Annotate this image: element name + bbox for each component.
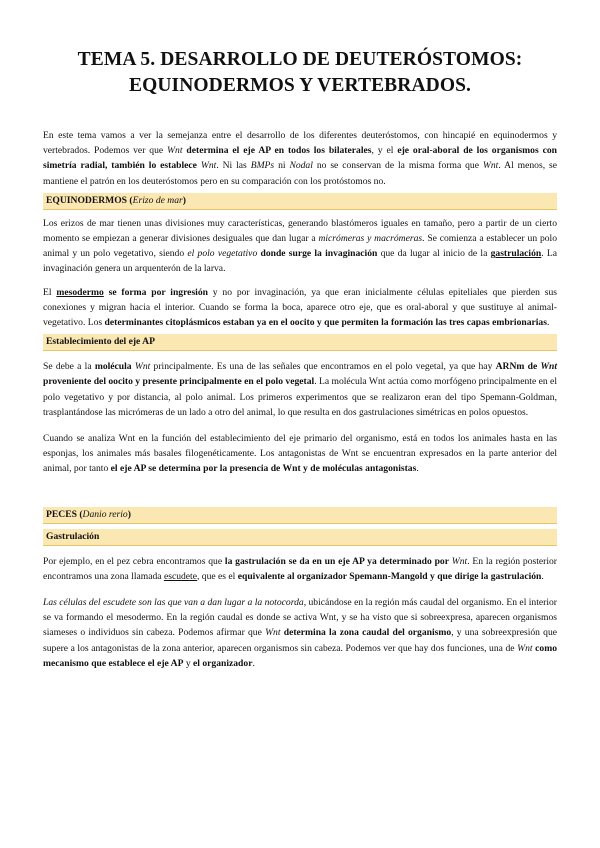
section-header-equinodermos: EQUINODERMOS (Erizo de mar) [43, 193, 557, 210]
subsection-header-eje-ap: Establecimiento del eje AP [43, 334, 557, 351]
page-title-line-2: EQUINODERMOS Y VERTEBRADOS. [128, 75, 472, 96]
page-title [43, 0, 557, 99]
intro-paragraph: En este tema vamos a ver la semejanza entre el desarrollo de los diferentes deuteróstomos, con hincapié en equinodermos y vertebrados. Podemos ver que Wnt determina el eje AP en todos los bilaterales, y el eje oral-aboral de los organismos con simetría radial, también lo establece Wnt. Ni las BMPs ni Nodal no se conservan de la misma forma que Wnt. Al menos, se mantiene el patrón en los deuteróstomos pero en su comparación con los protóstomos no. [43, 130, 557, 187]
gastrulacion-paragraph-1: Por ejemplo, en el pez cebra encontramos que la gastrulación se da en un eje AP ya determinado por Wnt. En la región posterior encontramos una zona llamada escudete, que es el equivalente al organizador Spemann-Mangold y que dirige la gastrulación. [43, 555, 557, 582]
equinodermos-paragraph-1: Los erizos de mar tienen unas divisiones muy características, generando blastómeros iguales en tamaño, pero a partir de un cierto momento se empiezan a generar divisiones desiguales que dan lugar a micrómeras y macrómeras. Se comienza a establecer un polo animal y un polo vegetativo, siendo el polo vegetativo donde surge la invaginación que da lugar al inicio de la gastrulación. La invaginación genera un arquenterón de la larva. [43, 217, 557, 275]
eje-ap-paragraph-2: Cuando se analiza Wnt en la función del establecimiento del eje primario del organismo, está en todos los animales hasta en las esponjas, los animales más basales filogenéticamente. Los antagonistas de Wnt se encuentran expresados en la parte anterior del animal, por tanto el eje AP se determina por la presencia de Wnt y de moléculas antagonistas. [43, 433, 557, 475]
equinodermos-paragraph-2: El mesodermo se forma por ingresión y no por invaginación, ya que eran inicialmente células epiteliales que pierden sus conexiones y migran hacia el interior. Cuando se forma la boca, aparece otro eje, que es oral-aboral y que sustituye al animal-vegetativo. Los determinantes citoplásmicos estaban ya en el oocito y que permiten la formación las tres capas embrionarias. [43, 286, 557, 329]
section-header-peces: PECES (Danio rerio) [43, 507, 557, 524]
eje-ap-paragraph-1: Se debe a la molécula Wnt principalmente. Es una de las señales que encontramos en el polo vegetal, ya que hay ARNm de Wnt proveniente del oocito y presente principalmente en el polo vegetal. La molécula Wnt actúa como morfógeno principalmente en el polo vegetativo y por distancia, al polo animal. Los primeros experimentos que se realizaron eran del tipo Spemann-Goldman, trasplantándose las micrómeras de un lado a otro del animal, lo que resulta en dos gastrulaciones simétricas en polos opuestos. [43, 361, 557, 418]
page-title-line-1: TEMA 5. DESARROLLO DE DEUTERÓSTOMOS: [77, 49, 523, 70]
subsection-header-gastrulacion: Gastrulación [43, 529, 557, 546]
gastrulacion-paragraph-2: Las células del escudete son las que van a dan lugar a la notocorda, ubicándose en la región más caudal del organismo. En el interior se va formando el mesodermo. En la región caudal es donde se activa Wnt, y se ha visto que si sobreexpresa, aparecen organismos siameses o individuos sin cabeza. Podemos afirmar que Wnt determina la zona caudal del organismo, y una sobreexpresión que supere a los antagonistas de la zona anterior, aparecen organismos sin cabeza. Podemos ver que hay dos funciones, una de Wnt como mecanismo que establece el eje AP y el organizador. [43, 597, 558, 669]
